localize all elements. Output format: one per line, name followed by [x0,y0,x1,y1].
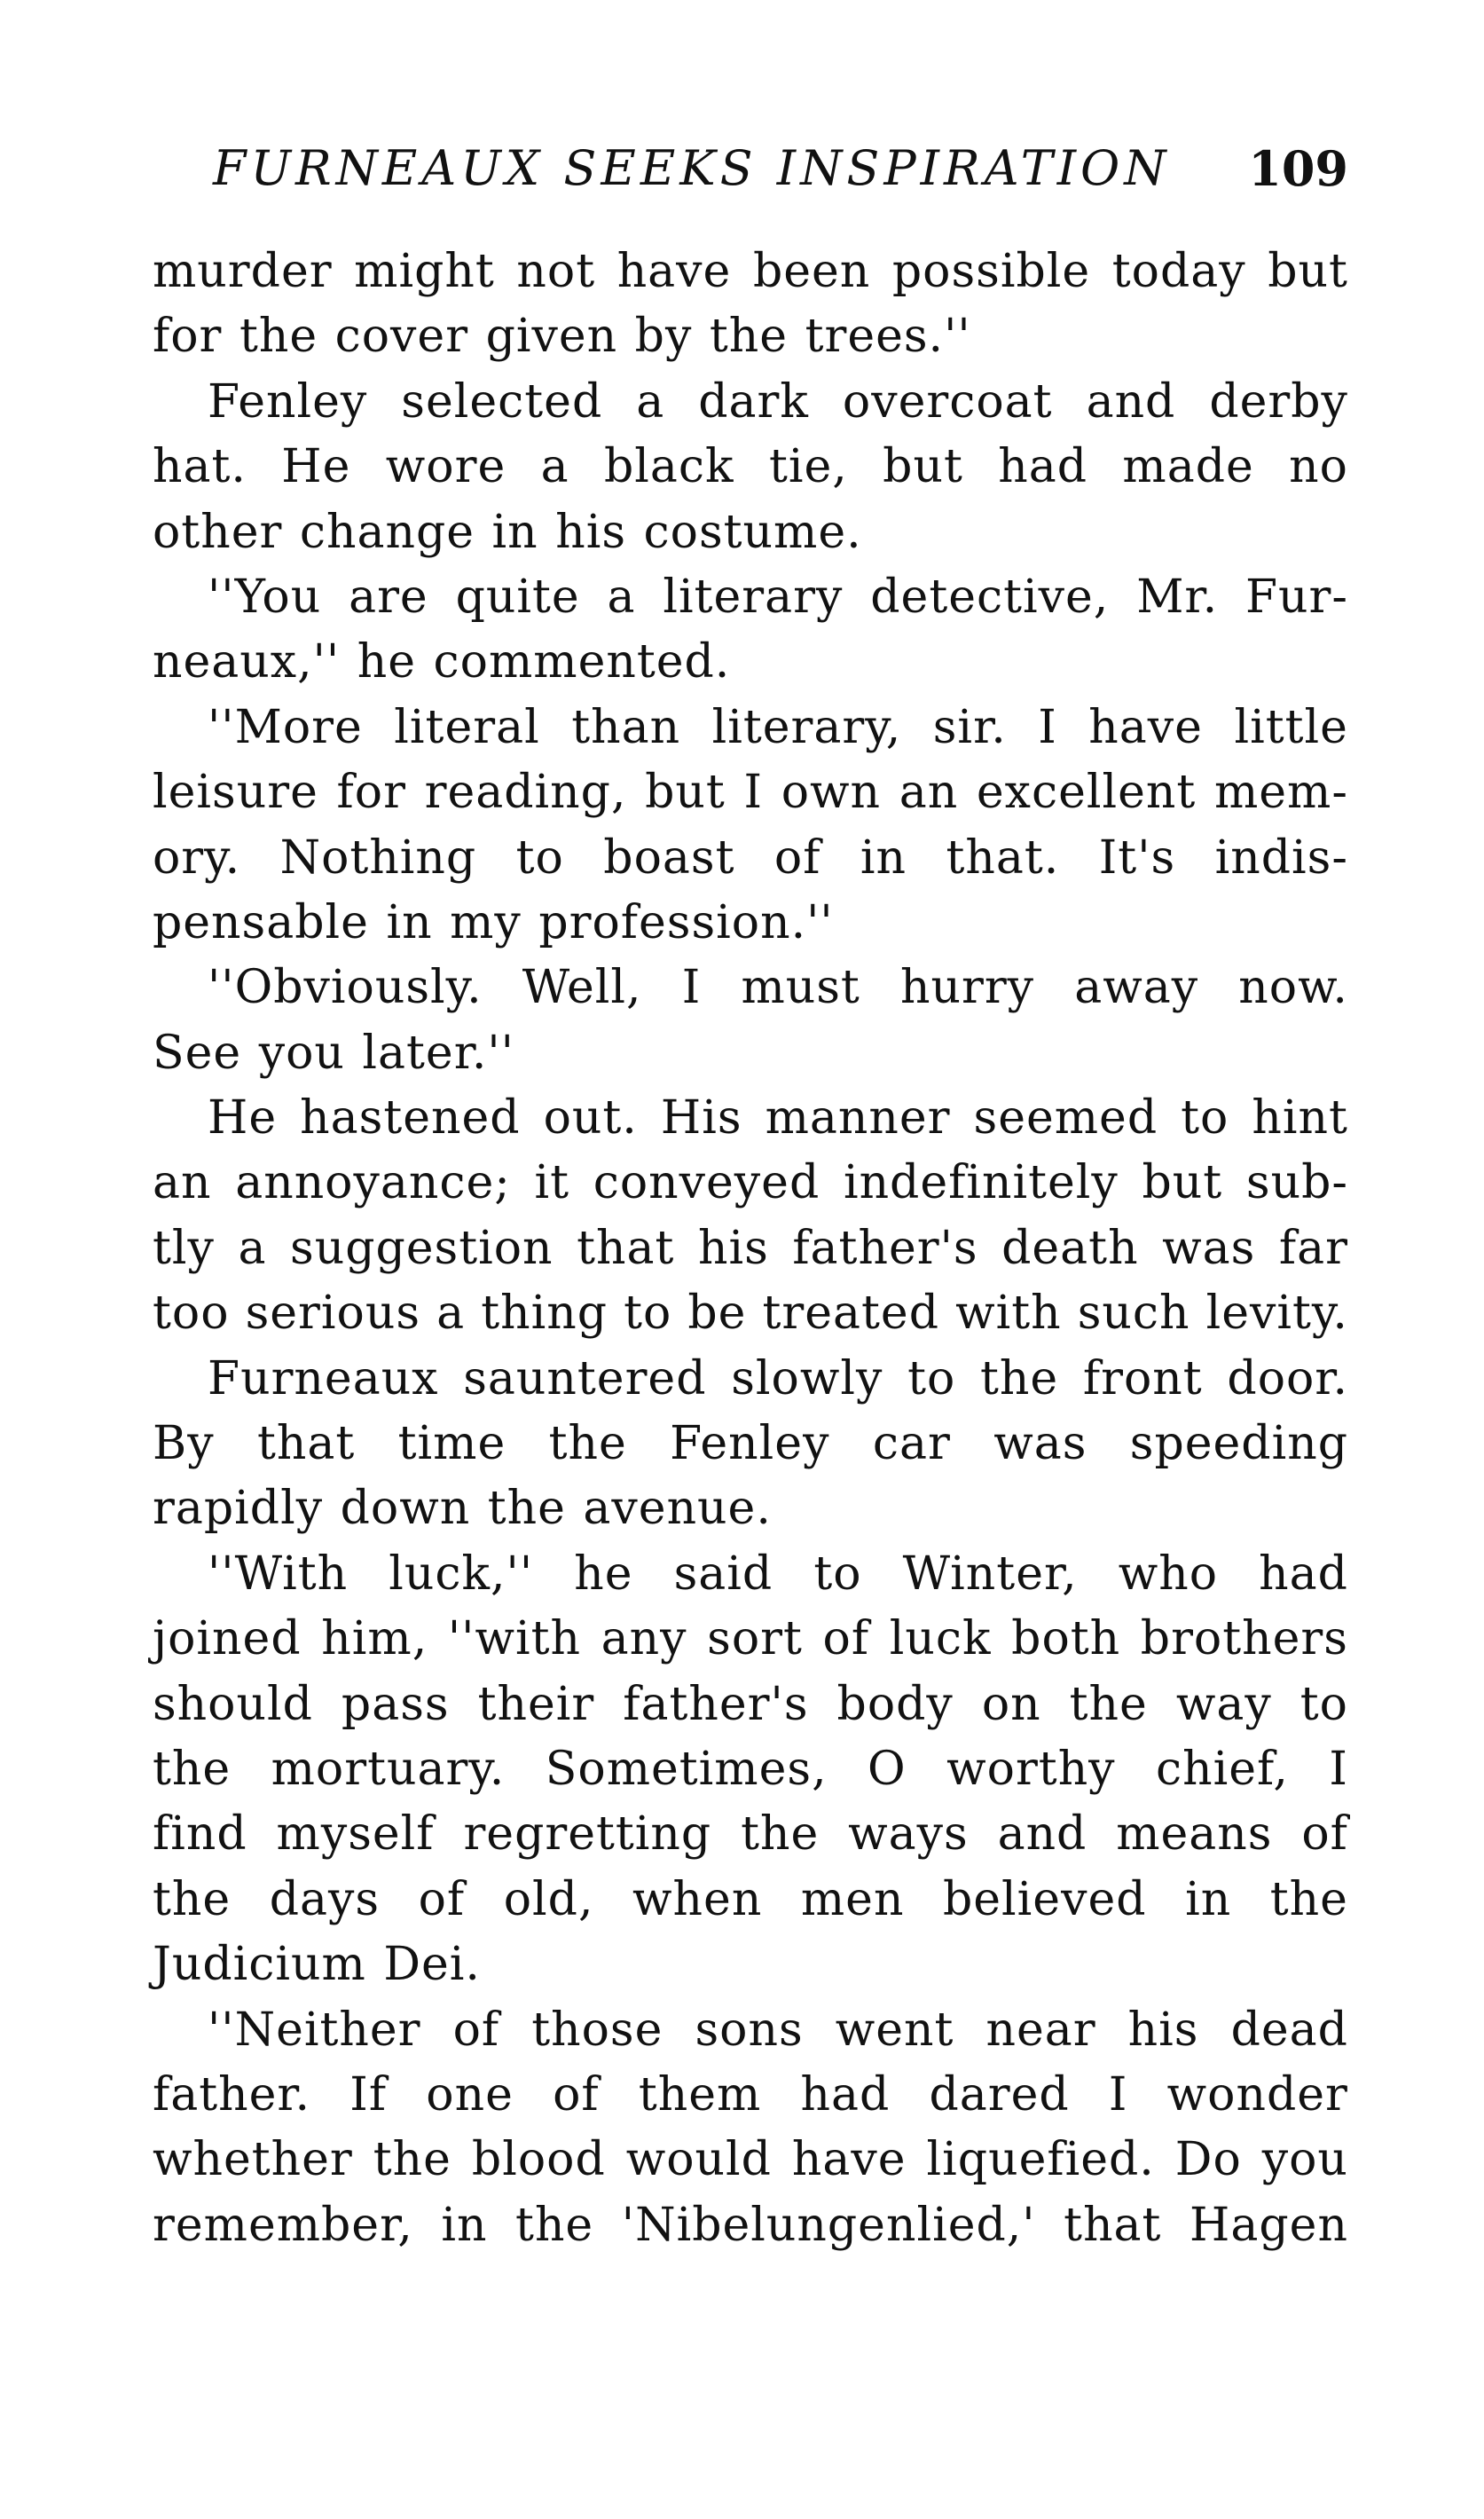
word: chief, [1156,1742,1289,1796]
word: He [208,1091,278,1145]
word: mortuary. [271,1742,506,1796]
word: joined [153,1612,302,1666]
word: suggestion [290,1221,554,1275]
word: myself [276,1807,435,1862]
word: days [269,1872,381,1926]
word: Well, [522,961,642,1015]
word: went [835,2003,954,2057]
word: was [993,1417,1087,1471]
word: when [632,1872,763,1926]
word: tie, [768,440,848,494]
text-line: rapidly down the avenue. [153,1482,772,1536]
word: to [907,1351,956,1405]
word: indefinitely [843,1156,1119,1210]
word: ory. [153,830,241,885]
word: a [436,1287,466,1341]
word: of [822,1612,870,1666]
word: tly [153,1221,215,1275]
word: I [743,766,764,820]
word: literary [663,570,844,624]
word: own [781,766,882,820]
word: might [354,245,495,298]
word: I [681,961,702,1015]
word: men [800,1872,905,1926]
word: ''Neither [208,2003,421,2057]
word: the [153,1742,232,1796]
word: whether [153,2133,353,2187]
word: father. [153,2067,311,2121]
word: derby [1209,374,1348,429]
word: must [741,961,860,1015]
word: It's [1098,830,1176,885]
word: said [673,1547,773,1601]
running-head-title: FURNEAUX SEEKS INSPIRATION [213,140,1171,196]
text-line [153,1281,1348,1346]
text-line [153,696,1348,760]
word: door. [1227,1351,1348,1405]
word: that [577,1221,675,1275]
text-line [153,2128,1348,2192]
word: dead [1230,2003,1348,2057]
word: sub- [1245,1156,1348,1210]
word: pass [341,1677,450,1731]
word: 'Nibelungenlied,' [621,2198,1036,2252]
text-line [153,1347,1348,1412]
word: boast [603,830,735,885]
word: indis- [1214,830,1348,885]
word: the [153,1872,232,1926]
word: to [624,1287,672,1341]
word: away [1074,961,1199,1015]
word: detective, [870,570,1110,624]
word: sort [707,1612,803,1666]
word: had [998,440,1088,494]
word: are [349,570,428,624]
text-line: neaux,'' he commented. [153,635,731,689]
word: Nothing [279,830,477,885]
word: treated [762,1287,939,1341]
word: He [281,440,351,494]
word: his [1127,2003,1199,2057]
word: O [868,1742,907,1796]
text-line [153,1998,1348,2063]
word: have [616,245,732,298]
word: brothers [1140,1612,1348,1666]
word: of [452,2003,500,2057]
word: remember, [153,2198,413,2252]
word: no [1289,440,1348,494]
text-line [153,1802,1348,1867]
word: sir. [932,700,1007,754]
text-line [153,1673,1348,1737]
word: little [1234,700,1348,754]
word: Hagen [1190,2198,1348,2252]
word: those [531,2003,663,2057]
word: serious [245,1287,421,1341]
word: he [574,1547,633,1601]
text-line: for the cover given by the trees.'' [153,310,971,364]
word: speeding [1129,1417,1348,1471]
word: his [697,1221,769,1275]
word: blood [471,2133,606,2187]
word: of [553,2067,600,2121]
word: Fenley [208,374,368,429]
text-line [153,565,1348,630]
word: an [899,766,959,820]
word: old, [503,1872,594,1926]
word: but [645,766,726,820]
word: too [153,1287,230,1341]
word: quite [455,570,580,624]
text-line [153,1607,1348,1672]
word: overcoat [842,374,1053,429]
word: leisure [153,766,318,820]
word: possible [891,245,1091,298]
text-line [153,370,1348,435]
word: find [153,1807,247,1862]
text-line [153,2063,1348,2128]
word: wore [385,440,506,494]
text-line [153,826,1348,891]
text-line: See you later.'' [153,1026,514,1080]
word: excellent [976,766,1197,820]
word: the [1269,1872,1348,1926]
word: literary, [711,700,902,754]
word: I [1108,2067,1128,2121]
word: it [534,1156,570,1210]
word: both [1011,1612,1121,1666]
word: had [1259,1547,1348,1601]
word: Sometimes, [545,1742,828,1796]
word: I [1038,700,1057,754]
word: than [571,700,681,754]
word: luck [889,1612,992,1666]
word: If [349,2067,388,2121]
word: of [418,1872,466,1926]
word: thing [481,1287,608,1341]
word: regretting [463,1807,712,1862]
word: and [997,1807,1087,1862]
word: you [1261,2133,1348,2187]
word: worthy [946,1742,1116,1796]
word: dark [698,374,809,429]
word: not [516,245,596,298]
word: front [1082,1351,1203,1405]
word: to [813,1547,862,1601]
body-text [153,240,1348,2258]
word: that. [946,830,1060,885]
word: seemed [973,1091,1158,1145]
word: Furneaux [208,1351,439,1405]
word: had [800,2067,891,2121]
word: ''Obviously. [208,961,483,1015]
word: the [548,1417,627,1471]
word: near [985,2003,1096,2057]
word: car [872,1417,951,1471]
text-line: other change in his costume. [153,505,862,559]
text-line: Judicium Dei. [153,1938,481,1992]
running-head [153,133,1348,213]
word: a [636,374,665,429]
word: liquefied. [926,2133,1155,2187]
word: them [638,2067,762,2121]
word: I [1329,1742,1348,1796]
word: today [1111,245,1246,298]
word: way [1175,1677,1272,1731]
word: ''You [208,570,322,624]
word: was [1162,1221,1256,1275]
text-line [153,1868,1348,1933]
page-number: 109 [1248,140,1348,197]
word: sauntered [463,1351,707,1405]
word: on [981,1677,1041,1731]
word: By [153,1417,215,1471]
word: Fenley [670,1417,830,1471]
word: such [1077,1287,1190,1341]
word: of [773,830,821,885]
word: now. [1238,961,1348,1015]
word: who [1118,1547,1219,1601]
word: His [660,1091,742,1145]
word: selected [401,374,603,429]
word: one [426,2067,514,2121]
word: that [256,1417,356,1471]
word: ''with [447,1612,581,1666]
text-line [153,1542,1348,1607]
word: the [1069,1677,1148,1731]
word: but [1142,1156,1223,1210]
word: the [515,2198,594,2252]
word: with [955,1287,1062,1341]
word: and [1086,374,1176,429]
word: ''With [208,1547,349,1601]
word: father's [792,1221,978,1275]
text-line [153,956,1348,1020]
word: hurry [899,961,1035,1015]
word: a [607,570,636,624]
word: the [980,1351,1059,1405]
text-line [153,435,1348,500]
word: a [540,440,569,494]
word: Fur- [1245,570,1348,624]
word: the [373,2133,451,2187]
word: Do [1174,2133,1242,2187]
word: body [836,1677,954,1731]
word: been [752,245,871,298]
word: luck,'' [389,1547,534,1601]
word: murder [153,245,333,298]
word: Mr. [1136,570,1219,624]
text-line [153,760,1348,825]
word: that [1064,2198,1162,2252]
word: levity. [1205,1287,1348,1341]
text-line [153,1151,1348,1216]
text-line [153,1412,1348,1476]
word: wonder [1166,2067,1348,2121]
word: an [153,1156,212,1210]
word: to [1299,1677,1348,1731]
word: for [336,766,406,820]
word: death [1001,1221,1139,1275]
word: ways [848,1807,969,1862]
word: annoyance; [235,1156,511,1210]
word: a [238,1221,267,1275]
word: have [791,2133,907,2187]
word: time [397,1417,506,1471]
word: conveyed [593,1156,821,1210]
word: to [515,830,564,885]
word: should [153,1677,313,1731]
text-line [153,1216,1348,1281]
word: father's [623,1677,809,1731]
word: but [883,440,963,494]
word: their [477,1677,595,1731]
text-line: pensable in my profession.'' [153,895,834,949]
word: literal [394,700,540,754]
word: far [1278,1221,1348,1275]
word: means [1116,1807,1273,1862]
word: of [1301,1807,1348,1862]
word: have [1088,700,1203,754]
word: dared [929,2067,1070,2121]
word: black [604,440,734,494]
word: made [1122,440,1254,494]
word: but [1268,245,1348,298]
word: reading, [424,766,627,820]
word: hat. [153,440,247,494]
word: mem- [1213,766,1348,820]
word: be [687,1287,747,1341]
word: in [1185,1872,1232,1926]
word: believed [942,1872,1147,1926]
word: ''More [208,700,363,754]
word: him, [321,1612,428,1666]
word: to [1181,1091,1229,1145]
word: sons [695,2003,804,2057]
word: any [601,1612,687,1666]
text-line [153,1086,1348,1151]
text-line [153,1737,1348,1802]
word: in [441,2198,488,2252]
word: the [741,1807,820,1862]
word: hint [1252,1091,1348,1145]
word: in [860,830,907,885]
word: hastened [300,1091,521,1145]
text-line [153,240,1348,304]
word: slowly [731,1351,883,1405]
word: out. [543,1091,638,1145]
word: manner [765,1091,951,1145]
word: Winter, [902,1547,1078,1601]
text-line [153,2193,1348,2258]
word: would [625,2133,772,2187]
